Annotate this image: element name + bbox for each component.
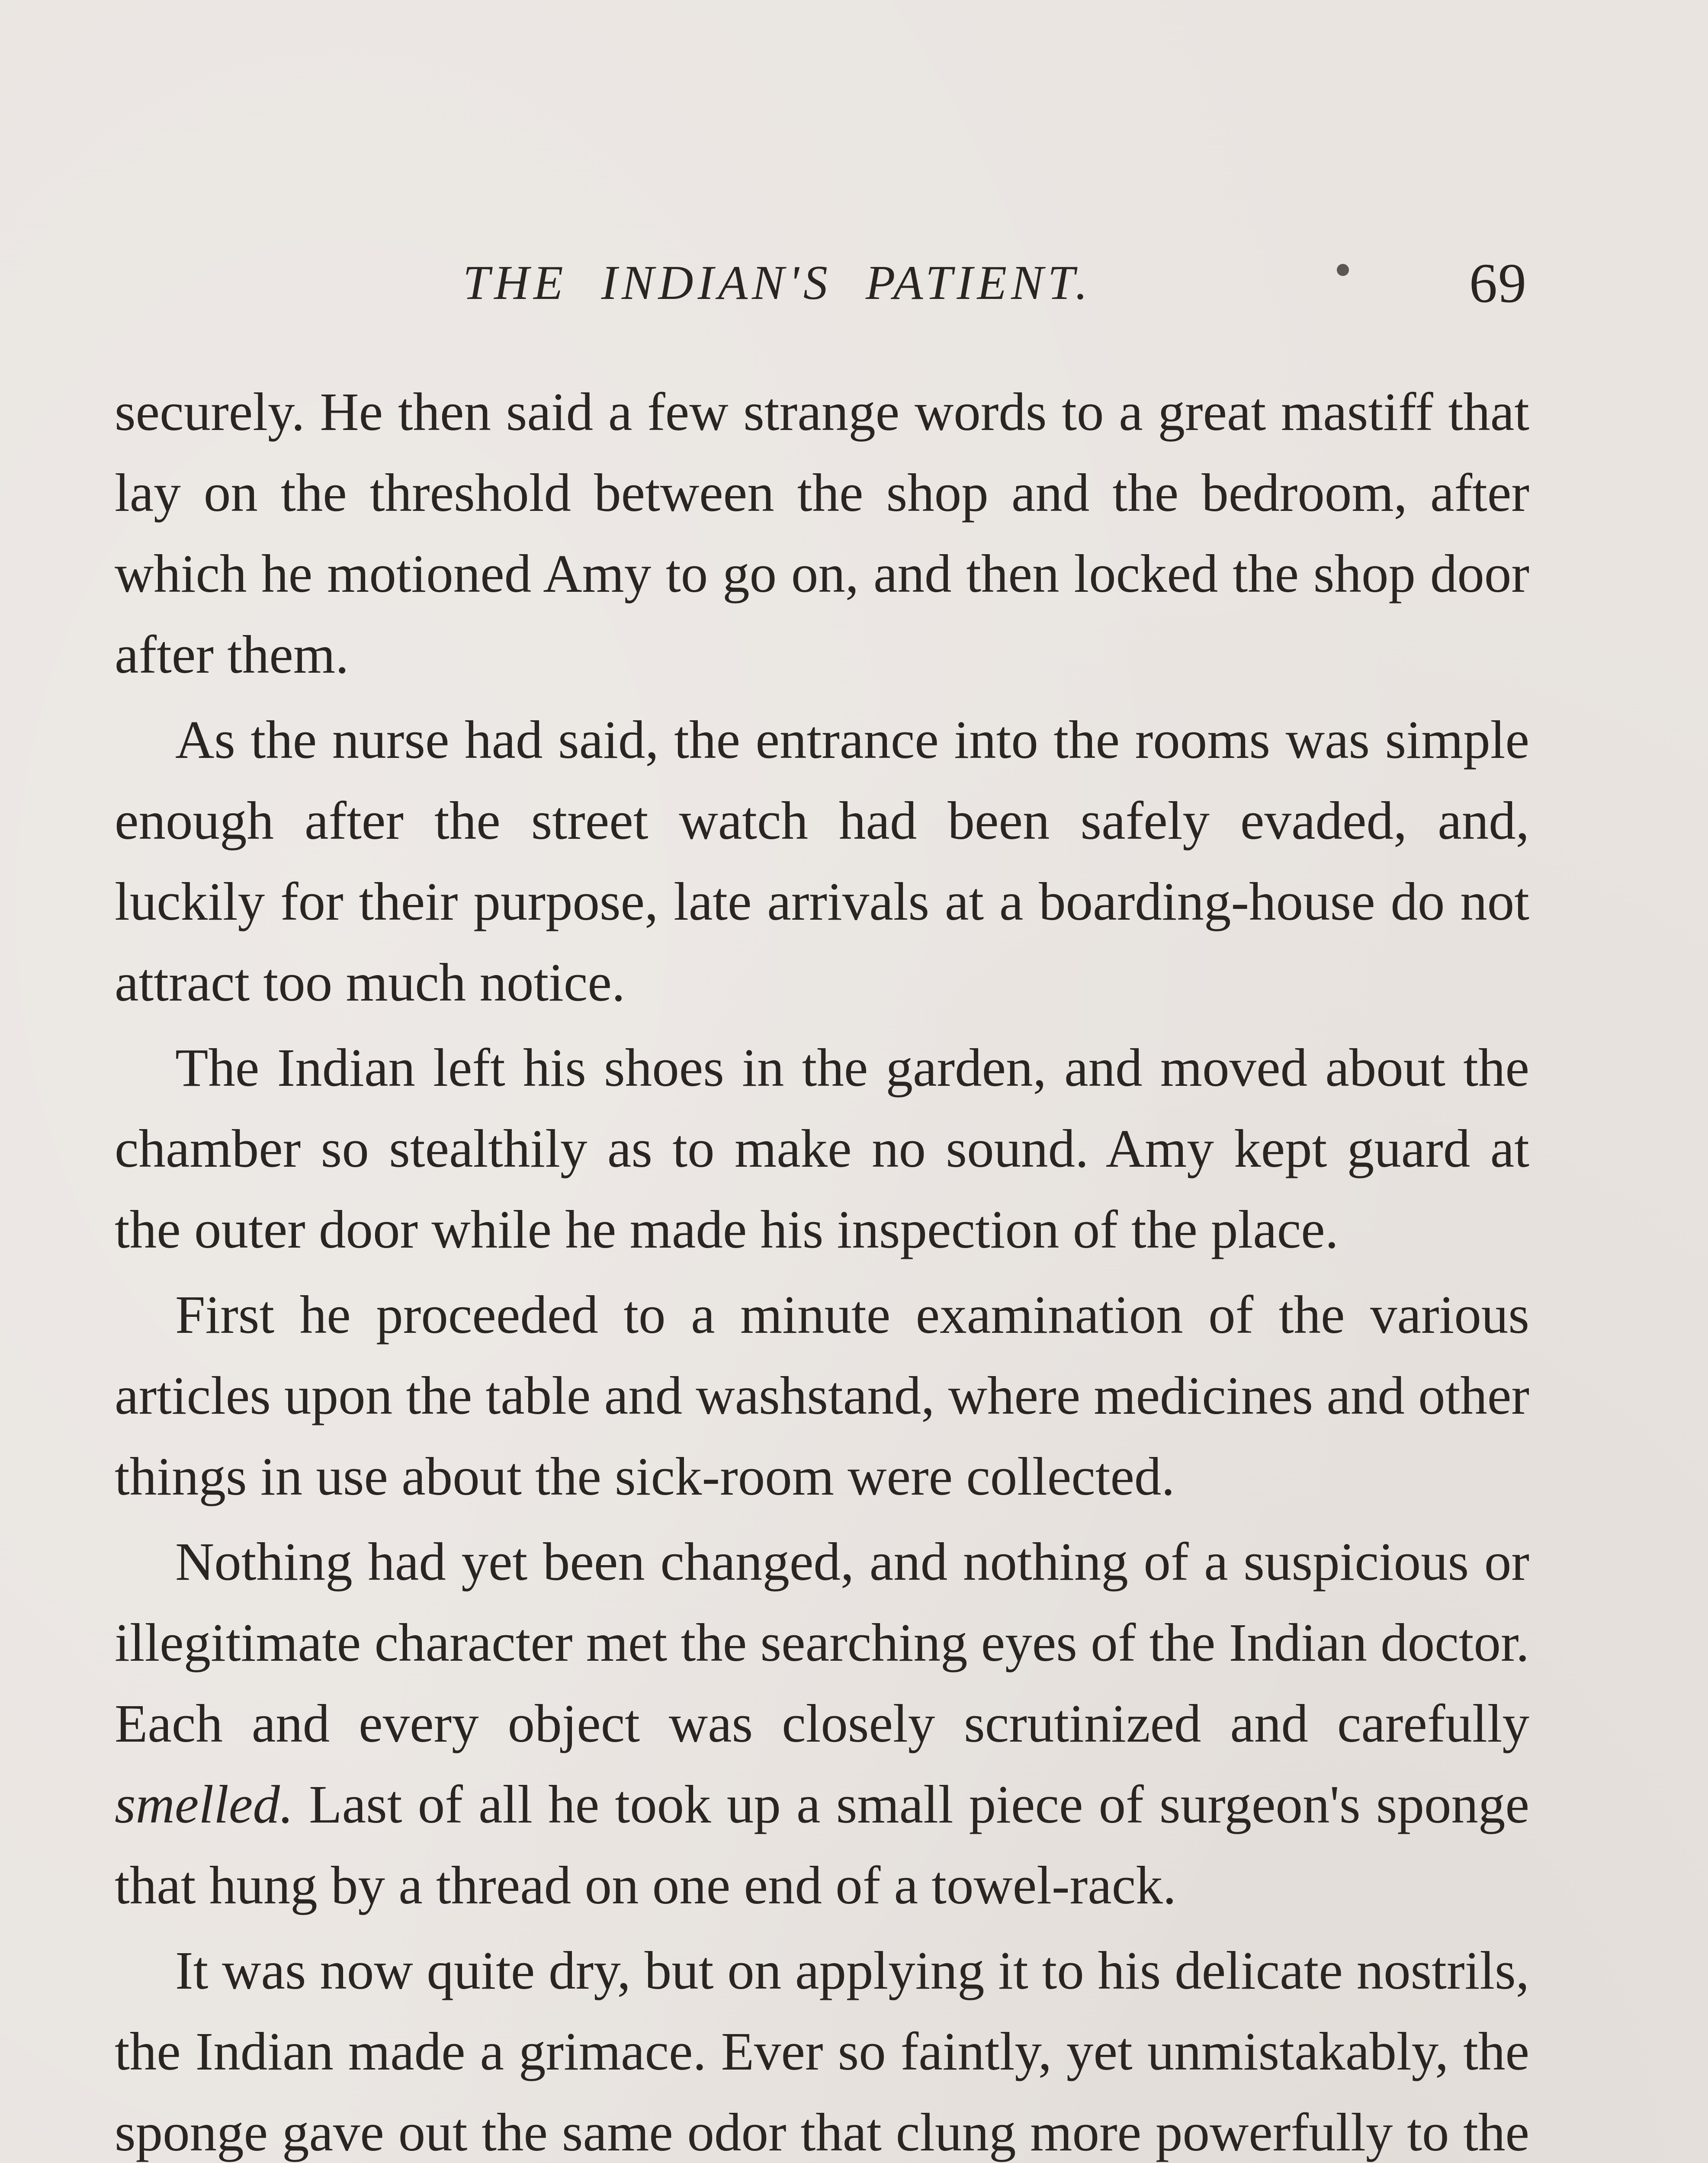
emphasized-word: smelled. <box>115 1775 294 1835</box>
body-text <box>115 372 1529 2163</box>
page-number: 69 <box>1469 252 1527 315</box>
paragraph-5 <box>115 1522 1529 1926</box>
running-title: THE INDIAN'S PATIENT. <box>463 256 1092 310</box>
paragraph-4: First he proceeded to a minute examination of the various articles upon the table and washstand, where medicines and other things in use about the sick-room were collected. <box>115 1285 1529 1507</box>
running-head <box>112 242 1527 329</box>
paragraph-6: It was now quite dry, but on applying it to his delicate nostrils, the Indian made a grimace. Ever so faintly, yet unmistakably, the sponge gave out the same odor that clung more powerfully to the <box>115 1941 1529 2163</box>
paragraph-1: securely. He then said a few strange words to a great mastiff that lay on the threshold between the shop and the bedroom, after which he motioned Amy to go on, and then locked the shop door after them. <box>115 382 1529 685</box>
printer-ornament <box>1337 264 1349 276</box>
paragraph-3: The Indian left his shoes in the garden, and moved about the chamber so stealthily as to make no sound. Amy kept guard at the outer door while he made his inspection of the place. <box>115 1038 1529 1260</box>
paragraph-5-text-after: Last of all he took up a small piece of surgeon's sponge that hung by a thread on one end of a towel-rack. <box>115 1775 1529 1916</box>
paragraph-2: As the nurse had said, the entrance into the rooms was simple enough after the street watch had been safely evaded, and, luckily for their purpose, late arrivals at a boarding-house do not attract too much notice. <box>115 710 1529 1013</box>
paragraph-5-text-before: Nothing had yet been changed, and nothing of a suspicious or illegitimate character met the searching eyes of the Indian doctor. Each and every object was closely scrutinized and carefully <box>115 1532 1529 1754</box>
